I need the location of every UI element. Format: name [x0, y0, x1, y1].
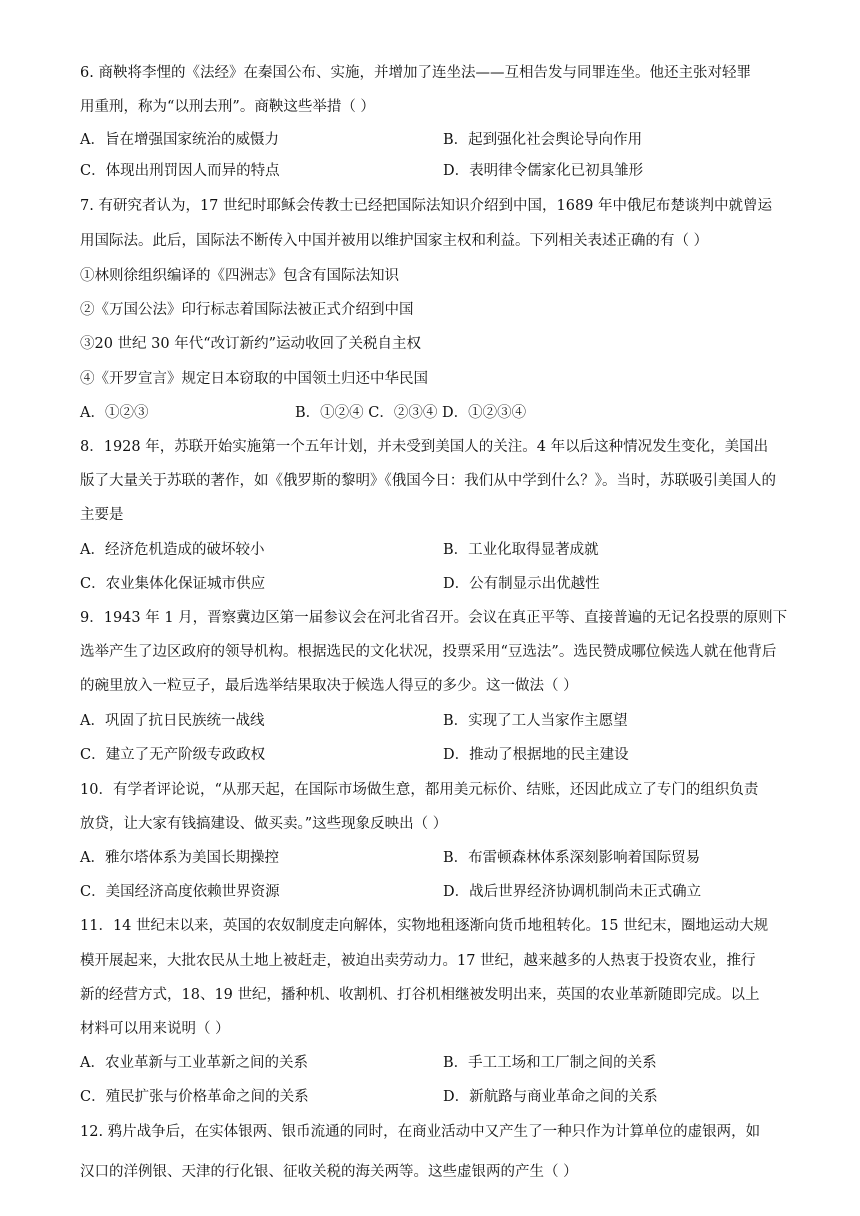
question-7-statement-2: ②《万国公法》印行标志着国际法被正式介绍到中国	[80, 302, 414, 318]
question-11-stem-line-3: 新的经营方式，18、19 世纪，播种机、收割机、打谷机相继被发明出来，英国的农业革新随即完成。以上	[80, 987, 760, 1003]
question-8-stem-line-2: 版了大量关于苏联的著作，如《俄罗斯的黎明》《俄国今日：我们从中学到什么？》。当时，苏联吸引美国人的	[80, 473, 776, 489]
question-8-option-c[interactable]: C．农业集体化保证城市供应	[80, 576, 266, 592]
question-9-stem-line-1: 9．1943 年 1 月，晋察冀边区第一届参议会在河北省召开。会议在真正平等、直接普遍的无记名投票的原则下	[80, 610, 788, 626]
question-7-statement-4: ④《开罗宣言》规定日本窃取的中国领土归还中华民国	[80, 371, 428, 387]
question-8-option-d[interactable]: D．公有制显示出优越性	[443, 576, 600, 592]
question-6-option-a[interactable]: A．旨在增强国家统治的威慑力	[80, 132, 279, 148]
question-10-option-c[interactable]: C．美国经济高度依赖世界资源	[80, 884, 280, 900]
question-12-stem-line-1: 12. 鸦片战争后，在实体银两、银币流通的同时，在商业活动中又产生了一种只作为计算单位的虚银两，如	[80, 1124, 761, 1140]
question-6-stem-line-1: 6. 商鞅将李悝的《法经》在秦国公布、实施，并增加了连坐法——互相告发与同罪连坐。他还主张对轻罪	[80, 65, 751, 81]
question-11-option-d[interactable]: D．新航路与商业革命之间的关系	[443, 1089, 658, 1105]
question-9-stem-line-2: 选举产生了边区政府的领导机构。根据选民的文化状况，投票采用“豆选法”。选民赞成哪位候选人就在他背后	[80, 644, 777, 660]
question-10-option-b[interactable]: B．布雷顿森林体系深刻影响着国际贸易	[443, 850, 701, 866]
question-6-option-d[interactable]: D．表明律令儒家化已初具雏形	[443, 163, 644, 179]
question-9-option-a[interactable]: A．巩固了抗日民族统一战线	[80, 713, 265, 729]
question-9-option-d[interactable]: D．推动了根据地的民主建设	[443, 747, 629, 763]
question-7-stem-line-2: 用国际法。此后，国际法不断传入中国并被用以维护国家主权和利益。下列相关表述正确的有（ ）	[80, 233, 709, 249]
question-10-option-d[interactable]: D．战后世界经济协调机制尚未正式确立	[443, 884, 702, 900]
question-11-option-b[interactable]: B．手工工场和工厂制之间的关系	[443, 1055, 657, 1071]
question-10-option-a[interactable]: A．雅尔塔体系为美国长期操控	[80, 850, 279, 866]
question-8-stem-line-1: 8．1928 年，苏联开始实施第一个五年计划，并未受到美国人的关注。4 年以后这种情况发生变化，美国出	[80, 439, 769, 455]
question-11-stem-line-1: 11．14 世纪末以来，英国的农奴制度走向解体，实物地租逐渐向货币地租转化。15 世纪末，圈地运动大规	[80, 918, 769, 934]
question-9-stem-line-3: 的碗里放入一粒豆子，最后选举结果取决于候选人得豆的多少。这一做法（ ）	[80, 678, 578, 694]
question-7-option-a[interactable]: A．①②③	[80, 405, 149, 421]
question-12-stem-line-2: 汉口的洋例银、天津的行化银、征收关税的海关两等。这些虚银两的产生（ ）	[80, 1164, 578, 1180]
question-11-option-a[interactable]: A．农业革新与工业革新之间的关系	[80, 1055, 308, 1071]
question-7-stem-line-1: 7. 有研究者认为，17 世纪时耶稣会传教士已经把国际法知识介绍到中国，1689 年中俄尼布楚谈判中就曾运	[80, 198, 773, 214]
question-10-stem-line-1: 10．有学者评论说，“从那天起，在国际市场做生意，都用美元标价、结账，还因此成立了专门的组织负责	[80, 782, 759, 798]
question-8-option-b[interactable]: B．工业化取得显著成就	[443, 542, 599, 558]
question-10-stem-line-2: 放贷，让大家有钱搞建设、做买卖。”这些现象反映出（ ）	[80, 816, 448, 832]
question-6-option-c[interactable]: C．体现出刑罚因人而异的特点	[80, 163, 280, 179]
question-7-options-b-c-d[interactable]: B．①②④ C．②③④ D．①②③④	[295, 405, 527, 421]
question-9-option-b[interactable]: B．实现了工人当家作主愿望	[443, 713, 628, 729]
question-8-stem-line-3: 主要是	[80, 507, 124, 523]
question-7-statement-1: ①林则徐组织编译的《四洲志》包含有国际法知识	[80, 268, 399, 284]
question-6-option-b[interactable]: B．起到强化社会舆论导向作用	[443, 132, 643, 148]
question-8-option-a[interactable]: A．经济危机造成的破坏较小	[80, 542, 265, 558]
question-7-statement-3: ③20 世纪 30 年代“改订新约”运动收回了关税自主权	[80, 336, 422, 352]
question-11-stem-line-4: 材料可以用来说明（ ）	[80, 1021, 230, 1037]
question-11-option-c[interactable]: C．殖民扩张与价格革命之间的关系	[80, 1089, 309, 1105]
question-11-stem-line-2: 模开展起来，大批农民从土地上被赶走，被迫出卖劳动力。17 世纪，越来越多的人热衷于投资农业，推行	[80, 953, 756, 969]
question-9-option-c[interactable]: C．建立了无产阶级专政政权	[80, 747, 266, 763]
question-6-stem-line-2: 用重刑，称为“以刑去刑”。商鞅这些举措（ ）	[80, 99, 375, 115]
